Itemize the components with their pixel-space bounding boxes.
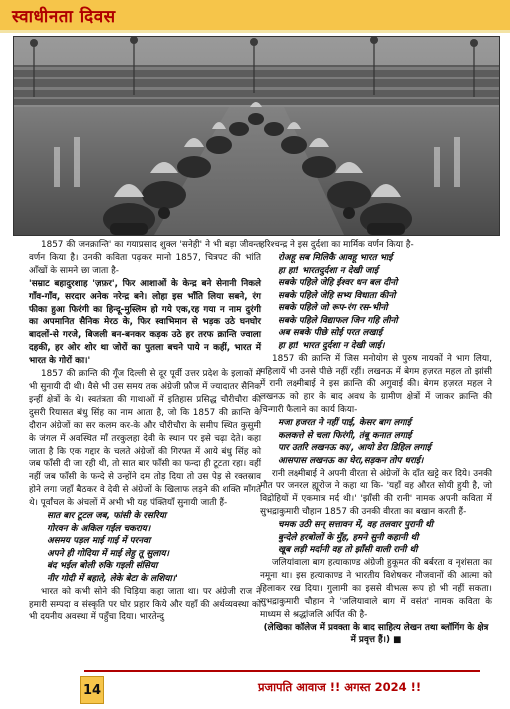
verse-line: मजा हजरत ने नहीं पाई, केसर बाग लगाई (278, 418, 412, 429)
footer-publication-info: प्रजापति आवाज !! अगस्त 2024 !! (258, 680, 422, 694)
verse-line: खूब लड़ी मर्दानी वह तो झाँसी वाली रानी थी (278, 545, 418, 556)
verse-line: सबके पहिले विद्याफल जिन गहि लीनो (278, 315, 398, 326)
end-mark-icon: ■ (393, 635, 402, 646)
author-credit-text: (लेखिका कॉलेज में प्रवक्ता के बाद साहित्य लेखन तथा ब्लॉगिंग के क्षेत्र में प्रवृत्त हैं।) (263, 622, 489, 646)
verse-line: आसपास लखनऊ का घेरा,सड़कन तोप धराई। (278, 455, 424, 466)
verse-line: रोअहू सब मिलिकै आवहू भारत भाई (278, 252, 393, 263)
verse-line: अपने ही गोदिया में माई लेहु तू सुलाय। (47, 548, 169, 559)
verse-line: हा हा! भारतदुर्दशा न देखी जाई (278, 265, 379, 276)
verse-line: अब सबके पीछे सोई परत लखाई (278, 328, 383, 339)
verse-line: हा हा! भारत दुर्दशा न देखी जाई। (278, 341, 385, 352)
verse-line: असमय पड़ल माई गाई में परनवा (47, 536, 151, 547)
verse-line: बुन्देले हरबोलों के मुँह, हमने सुनी कहानी थी (278, 532, 419, 543)
page-number: 14 (80, 676, 104, 704)
left-paragraph-3: भारत को कभी सोने की चिड़िया कहा जाता था। पर अंग्रेजी राज ने हमारी सम्पदा व संस्कृति पर घोर प्रहार किये और यहाँ की अर्थव्यवस्था को भी दयनीय अवस्था में पहुँचा दिया। भारतेन्दु (29, 586, 261, 623)
section-title: स्वाधीनता दिवस (12, 7, 116, 27)
left-folk-verse (47, 510, 261, 586)
verse-line: सात बार टूटल जब, फांसी के रसरिया (47, 511, 167, 522)
left-poem-quote: 'सम्राट बहादुरशाह 'ज़फ़र', फिर आशाओं के केन्द्र बने सेनानी निकले गाँव-गाँव, सरदार अनेक नरेन्द्र बने। लोहा इस भाँति लिया सबने, रंग फीका हुआ फिरंगी का हिन्दू-मुस्लिम हो गये एक,रह गया न नाम दुरंगी का अपमानित सैनिक मेरठ के, फिर स्वाभिमान से भड़क उठे घनघोर बादलों-से गरजे, बिजली बन-बनकर कड़क उठे हर तरफ क्रान्ति ज्वाला दहकी, हर ओर शोर था जोरों का पुतला बचने पाये न कहीं, भारत में भारत के गोरों का।' (29, 278, 261, 367)
verse-line: गोरवन के अकिल गईल चकराय। (47, 523, 151, 534)
right-article-column (260, 239, 492, 647)
right-paragraph-4: जलियांवाला बाग हत्याकाण्ड अंग्रेजी हुकूमत की बर्बरता व नृशंसता का नमूना था। इस हत्याकाण्ड ने भारतीय विशेषकर नौजवानों की आत्मा को हिलाकर रख दिया। गुलामी का इससे वीभत्स रूप हो भी नहीं सकता। सुभद्राकुमारी चौहान ने 'जलियावाले बाग में वसंत' नामक कविता के माध्यम से श्रद्धांजलि अर्पित की है- (260, 557, 492, 620)
verse-line: सबके पहिले जो रूप-रंग रस-भीनो (278, 303, 388, 314)
verse-line: बंद भईल बोली रुकि गइली संसिया (47, 561, 158, 572)
verse-line: सबके पहिले जेहि सभ्य विधाता कीनो (278, 290, 396, 301)
right-paragraph-2: 1857 की क्रान्ति में जिस मनोयोग से पुरुष नायकों ने भाग लिया, महिलायें भी उनसे पीछे नहीं रहीं। लखनऊ में बेगम हज़रत महल तो झांसी में रानी लक्ष्मीबाई ने इस क्रान्ति की अगुवाई की। बेगम हज़रत महल ने लखनऊ को हार के बाद अवध के ग्रामीण क्षेत्रों में जाकर क्रान्ति की चिन्गारी फैलाने का कार्य किया- (260, 353, 492, 416)
left-paragraph-1: 1857 की जनक्रान्ति' का गयाप्रसाद शुक्ल 'सनेही' ने भी बड़ा जीवन्त वर्णन किया है। उनकी कविता पढ़कर मानो 1857, चित्रपट की भांति आँखों के सामने छा जाता है- (29, 240, 261, 276)
right-verse-2 (278, 417, 492, 467)
right-paragraph-1: हरिश्चन्द्र ने इस दुर्दशा का मार्मिक वर्णन किया है- (260, 240, 414, 250)
verse-line: नीर गोदी में बहाते, लेके बेटा के लशिया।' (47, 574, 178, 584)
verse-line: चमक उठी सन् सत्तावन में, वह तलवार पुरानी थी (278, 520, 434, 531)
verse-line: सबके पहिले जेहि ईश्वर धन बल दीनो (278, 278, 398, 289)
verse-line: कलकत्ते से चला फिरंगी, तंबू कनात लगाई (278, 430, 412, 441)
left-article-column (29, 239, 261, 624)
right-verse-3 (278, 519, 492, 557)
parade-photo (13, 36, 500, 236)
author-credit (260, 622, 492, 648)
section-header-bar (0, 0, 510, 32)
right-verse-1 (278, 252, 492, 353)
right-paragraph-3: रानी लक्ष्मीबाई ने अपनी वीरता से अंग्रेजों के दाँत खट्टे कर दिये। उनकी मौत पर जनरल ह्यूरोज ने कहा था कि- 'यहाँ वह औरत सोयी हुयी है, जो विद्रोहियों में एकमात्र मर्द थी।' 'झाँसी की रानी' नामक अपनी कविता में सुभद्राकुमारी चौहान 1857 की उनकी वीरता का बखान करती हैं- (260, 468, 492, 518)
left-paragraph-2: 1857 की क्रान्ति की गूँज दिल्ली से दूर पूर्वी उत्तर प्रदेश के इलाकों में भी सुनायी दी थी। वैसे भी उस समय तक अंग्रेजी फ़ौज में ज्यादातर सैनिक इन्हीं क्षेत्रों के थे। स्वतंत्रता की गाथाओं में इतिहास प्रसिद्ध चौरीचौरा की दुसरी रियासत बंधु सिंह का नाम आता है, जो कि 1857 की क्रान्ति के दौरान अंग्रेजों का सर कलम कर-के और चौरीचौरा के समीप स्थित कुसुमी के जंगल में अवस्थित माँ तरकुलहा देवी के स्थान पर इसे चढ़ा देते। कहा जाता है कि एक गद्दार के चलते अंग्रेजों की गिरफ्त में आये बंधु सिंह को जब फाँसी दी जा रही थी, तो सात बार फाँसी का फन्दा ही टूटता रहा। वहीं नहीं जब फाँसी के फन्दे से उन्होंने दम तोड़ दिया तो उस पेड़ से रक्तस्राव होने लगा जहाँ बैठकर वे देवी से अंग्रेजों के खिलाफ लड़ने की शक्ति माँगते थे। पूर्वांचल के अंचलों में अभी भी यह पंक्तियाँ सुनायी जाती हैं- (29, 369, 261, 509)
footer-divider (84, 670, 480, 672)
verse-line: पार उतरि लखनऊ का/, आयो डेरा डिहिल लगाई (278, 443, 431, 454)
parade-photo-illustration (14, 37, 499, 235)
